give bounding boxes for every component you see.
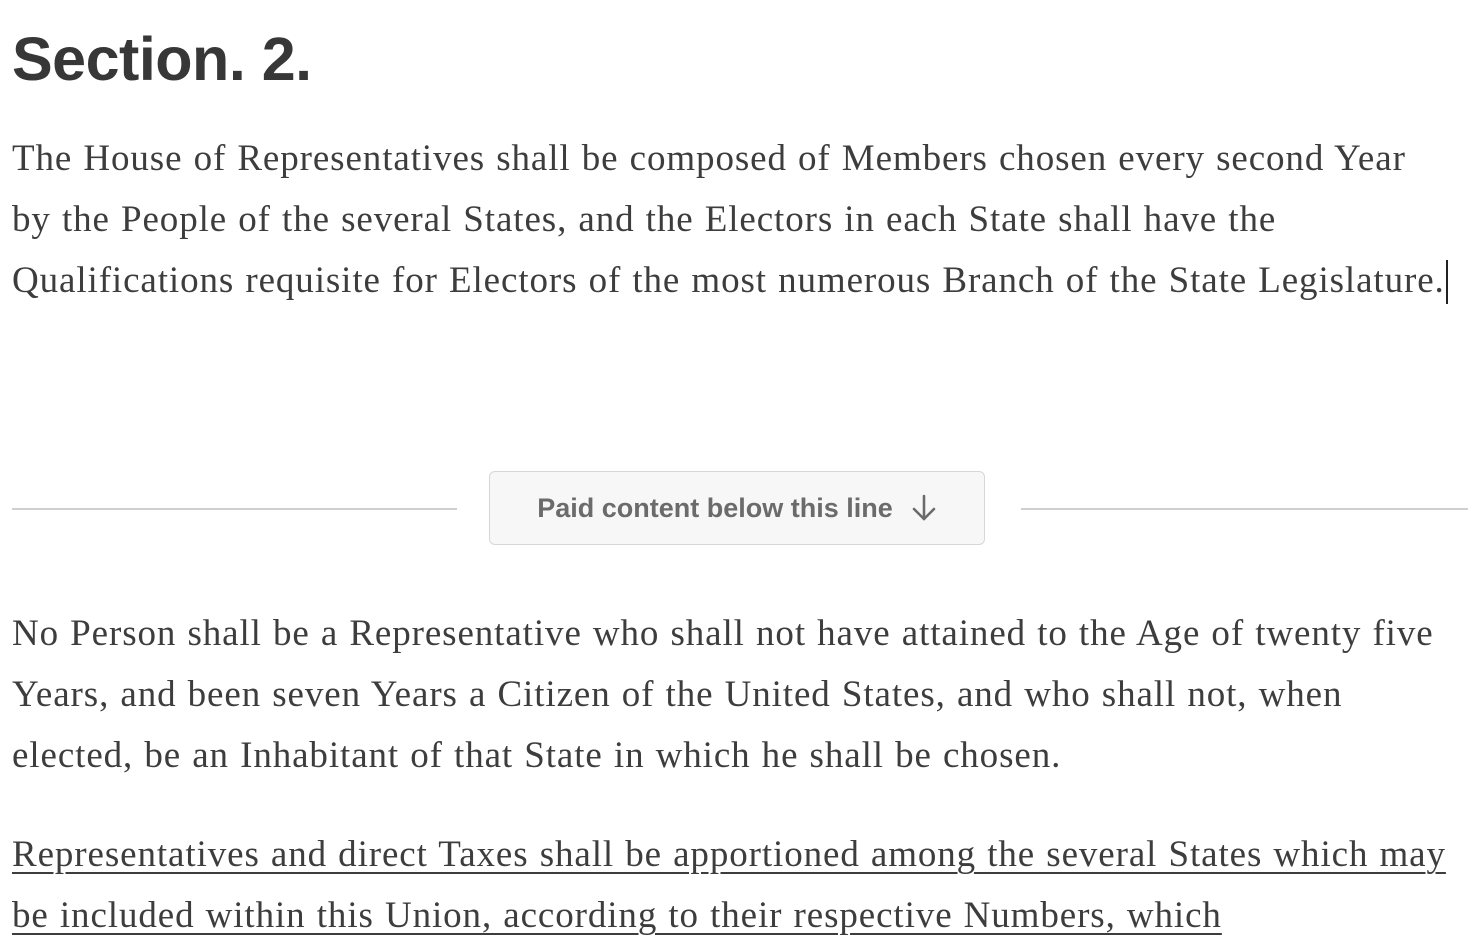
section-heading[interactable]: Section. 2. — [12, 25, 312, 93]
paragraph-apportionment[interactable] — [12, 824, 1472, 946]
arrow-down-icon — [911, 494, 937, 522]
divider-line-right — [1021, 508, 1468, 510]
paywall-label: Paid content below this line — [537, 492, 893, 523]
paid-content-divider-button[interactable] — [489, 471, 985, 545]
paragraph-link[interactable]: Representatives and direct Taxes shall be apportioned among the several States which may be included within this Union, according to their respective Numbers, which — [12, 834, 1446, 936]
paragraph-house-composition[interactable] — [12, 128, 1452, 311]
paragraph-representative-qualifications[interactable]: No Person shall be a Representative who shall not have attained to the Age of twenty five Years, and been seven Years a Citizen of the United States, and who shall not, when elected, be an Inhabitant of that State in which he shall be chosen. — [12, 613, 1434, 776]
divider-line-left — [12, 508, 457, 510]
paywall-divider — [12, 470, 1468, 548]
paragraph-text: The House of Representatives shall be composed of Members chosen every second Year by the People of the several States, and the Electors in each State shall have the Qualifications requisite for Electors of the most numerous Branch of the State Legislature. — [12, 138, 1445, 301]
text-cursor — [1446, 260, 1448, 304]
